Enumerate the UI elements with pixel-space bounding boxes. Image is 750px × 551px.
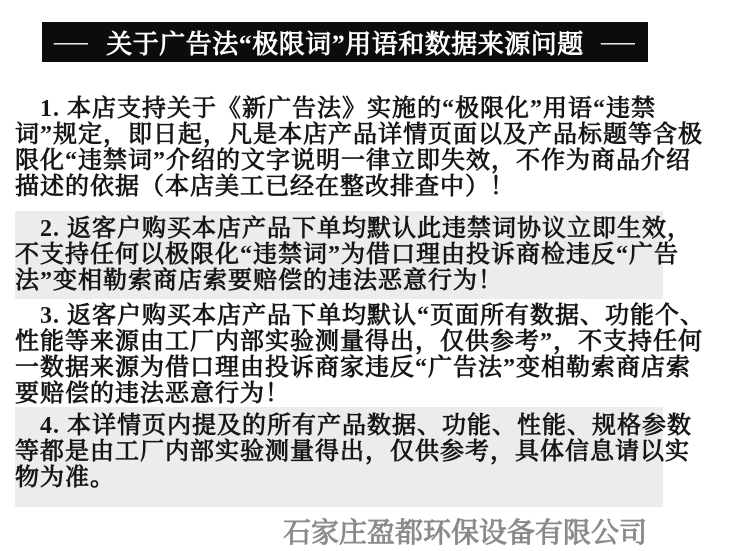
paragraph-4: 4. 本详情页内提及的所有产品数据、功能、性能、规格参数等都是由工厂内部实验测量得出，仅供参考，具体信息请以实物为准。 <box>15 407 710 507</box>
company-name: 石家庄盈都环保设备有限公司 <box>283 517 648 548</box>
notice-body <box>0 96 750 507</box>
page-root <box>0 22 750 549</box>
paragraph-1: 1. 本店支持关于《新广告法》实施的“极限化”用语“违禁词”规定，即日起，凡是本店产品详情页面以及产品标题等含极限化“违禁词”介绍的文字说明一律立即失效，不作为商品介绍描述的依据（本店美工已经在整改排查中）！ <box>15 96 703 200</box>
header-bar <box>42 22 648 62</box>
header-left-dash-icon: — <box>54 27 89 56</box>
page-title: 关于广告法“极限词”用语和数据来源问题 <box>106 29 584 59</box>
paragraph-3: 3. 返客户购买本店产品下单均默认“页面所有数据、功能个、性能等来源由工厂内部实验测量得出，仅供参考”，不支持任何一数据来源为借口理由投诉商家违反“广告法”变相勒索商店索要赔偿的违法恶意行为！ <box>15 303 705 407</box>
paragraph-2: 2. 返客户购买本店产品下单均默认此违禁词协议立即生效，不支持任何以极限化“违禁词”为借口理由投诉商检违反“广告法”变相勒索商店索要赔偿的违法恶意行为！ <box>15 211 710 299</box>
header-right-dash-icon: — <box>601 27 636 56</box>
